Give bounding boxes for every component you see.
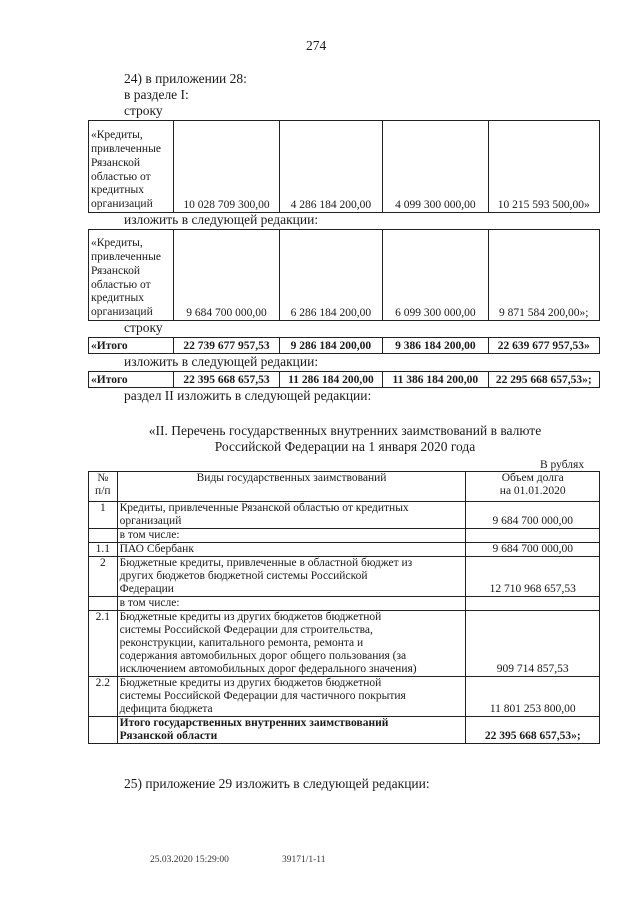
value-cell: 10 215 593 500,00» <box>488 121 599 213</box>
header-kind: Виды государственных заимствований <box>117 472 466 502</box>
table-row <box>89 597 600 611</box>
table-row <box>89 529 600 543</box>
text-line: Итого государственных внутренних заимствований <box>119 717 389 729</box>
section-2-intro: раздел II изложить в следующей редакции: <box>124 388 372 403</box>
total-label-cell: «Итого <box>89 338 174 354</box>
text-line: организаций <box>119 515 182 527</box>
row-num: 1 <box>89 502 118 529</box>
row-amount: 11 801 253 800,00 <box>466 677 600 717</box>
footer-timestamp: 25.03.2020 15:29:00 <box>150 855 229 865</box>
header-num <box>89 472 118 502</box>
label-line: кредитных <box>91 184 144 197</box>
row-amount: 9 684 700 000,00 <box>466 502 600 529</box>
text-line: Рязанской области <box>119 730 218 742</box>
text-line: реконструкции, капитального ремонта, ремонта и <box>119 637 364 649</box>
row-num: 2 <box>89 557 118 597</box>
value-cell: 11 286 184 200,00 <box>279 372 382 388</box>
value-cell: 22 639 677 957,53» <box>488 338 599 354</box>
main-borrowings-table <box>88 471 600 744</box>
table-row <box>89 502 600 529</box>
row-amount: 9 684 700 000,00 <box>466 543 600 557</box>
label-line: организаций <box>91 198 153 211</box>
value-cell: 22 295 668 657,53»; <box>488 372 599 388</box>
credits-label-cell <box>89 230 174 321</box>
label-line: Рязанской <box>91 264 141 277</box>
item-24-heading: 24) в приложении 28: <box>124 71 247 86</box>
header-amount <box>466 472 600 502</box>
text-line: содержания автомобильных дорог общего пользования (за <box>119 650 407 662</box>
label-line: организаций <box>91 306 153 319</box>
value-cell: 11 386 184 200,00 <box>383 372 488 388</box>
value-cell: 22 739 677 957,53 <box>174 338 279 354</box>
text-line: дефицита бюджета <box>119 703 213 715</box>
title-line: «II. Перечень государственных внутренних заимствований в валюте <box>148 423 542 438</box>
text-line: других бюджетов бюджетной системы Российской <box>119 570 368 582</box>
table-row <box>89 611 600 677</box>
value-cell: 4 286 184 200,00 <box>279 121 382 213</box>
label-line: Рязанской <box>91 156 141 169</box>
value-cell: 9 386 184 200,00 <box>383 338 488 354</box>
value-cell: 6 099 300 000,00 <box>383 230 488 321</box>
page-number: 274 <box>306 38 327 53</box>
row-amount: 909 714 857,53 <box>466 611 600 677</box>
text-line: в том числе: <box>119 597 180 609</box>
label-line: «Кредиты, <box>91 129 143 142</box>
stroku-label: строку <box>124 103 163 118</box>
header-line: № <box>97 472 109 484</box>
table-row <box>89 677 600 717</box>
table-old-credits <box>88 120 600 213</box>
currency-note: В рублях <box>540 459 585 471</box>
label-line: областью от <box>91 170 151 183</box>
row-amount <box>466 597 600 611</box>
row-amount <box>466 529 600 543</box>
text-line: системы Российской Федерации для строительства, <box>119 624 373 636</box>
value-cell: 9 286 184 200,00 <box>279 338 382 354</box>
value-cell: 22 395 668 657,53 <box>174 372 279 388</box>
text-line: Бюджетные кредиты из других бюджетов бюджетной <box>119 677 382 689</box>
replace-text-1: изложить в следующей редакции: <box>124 212 319 227</box>
value-cell: 6 286 184 200,00 <box>279 230 382 321</box>
header-line: п/п <box>95 485 111 497</box>
text-line: системы Российской Федерации для частичного покрытия <box>119 690 406 702</box>
section-1-ref: в разделе I: <box>124 87 189 102</box>
text-line: Бюджетные кредиты из других бюджетов бюджетной <box>119 611 382 623</box>
row-amount: 12 710 968 657,53 <box>466 557 600 597</box>
header-line: Объем долга <box>501 472 564 484</box>
row-text <box>117 557 466 597</box>
text-line: ПАО Сбербанк <box>119 543 194 555</box>
label-line: «Кредиты, <box>91 237 143 250</box>
label-line: привлеченные <box>91 251 161 264</box>
table-new-total <box>88 371 600 388</box>
text-line: исключением автомобильных дорог федерального значения) <box>119 663 417 675</box>
value-cell: 10 028 709 300,00 <box>174 121 279 213</box>
row-text <box>117 543 466 557</box>
item-25-heading: 25) приложение 29 изложить в следующей редакции: <box>124 776 430 791</box>
section-2-title <box>90 423 600 455</box>
value-cell: 9 684 700 000,00 <box>174 230 279 321</box>
value-cell: 4 099 300 000,00 <box>383 121 488 213</box>
text-line: в том числе: <box>119 529 180 541</box>
row-num: 1.1 <box>89 543 118 557</box>
label-line: привлеченные <box>91 143 161 156</box>
label-line: областью от <box>91 278 151 291</box>
row-text <box>117 502 466 529</box>
value-cell: 9 871 584 200,00»; <box>488 230 599 321</box>
row-num: 2.2 <box>89 677 118 717</box>
text-line: Федерации <box>119 583 174 595</box>
row-num <box>89 529 118 543</box>
table-row <box>89 543 600 557</box>
row-text <box>117 529 466 543</box>
table-new-credits <box>88 229 600 321</box>
header-line: на 01.01.2020 <box>499 485 566 497</box>
row-num <box>89 717 118 744</box>
footer-doc-id: 39171/1-11 <box>282 855 326 865</box>
table-row <box>89 557 600 597</box>
row-num: 2.1 <box>89 611 118 677</box>
table-old-total <box>88 337 600 354</box>
credits-label-cell <box>89 121 174 213</box>
replace-text-2: изложить в следующей редакции: <box>124 354 319 369</box>
row-text <box>117 611 466 677</box>
text-line: Кредиты, привлеченные Рязанской областью от кредитных <box>119 502 409 514</box>
stroku-label-2: строку <box>124 320 163 335</box>
label-line: кредитных <box>91 292 144 305</box>
row-text <box>117 677 466 717</box>
title-line: Российской Федерации на 1 января 2020 года <box>214 439 476 454</box>
row-num <box>89 597 118 611</box>
row-text <box>117 597 466 611</box>
total-label-cell: «Итого <box>89 372 174 388</box>
text-line: Бюджетные кредиты, привлеченные в областной бюджет из <box>119 557 413 569</box>
table-total-row <box>89 717 600 744</box>
total-amount: 22 395 668 657,53»; <box>466 717 600 744</box>
total-text <box>117 717 466 744</box>
